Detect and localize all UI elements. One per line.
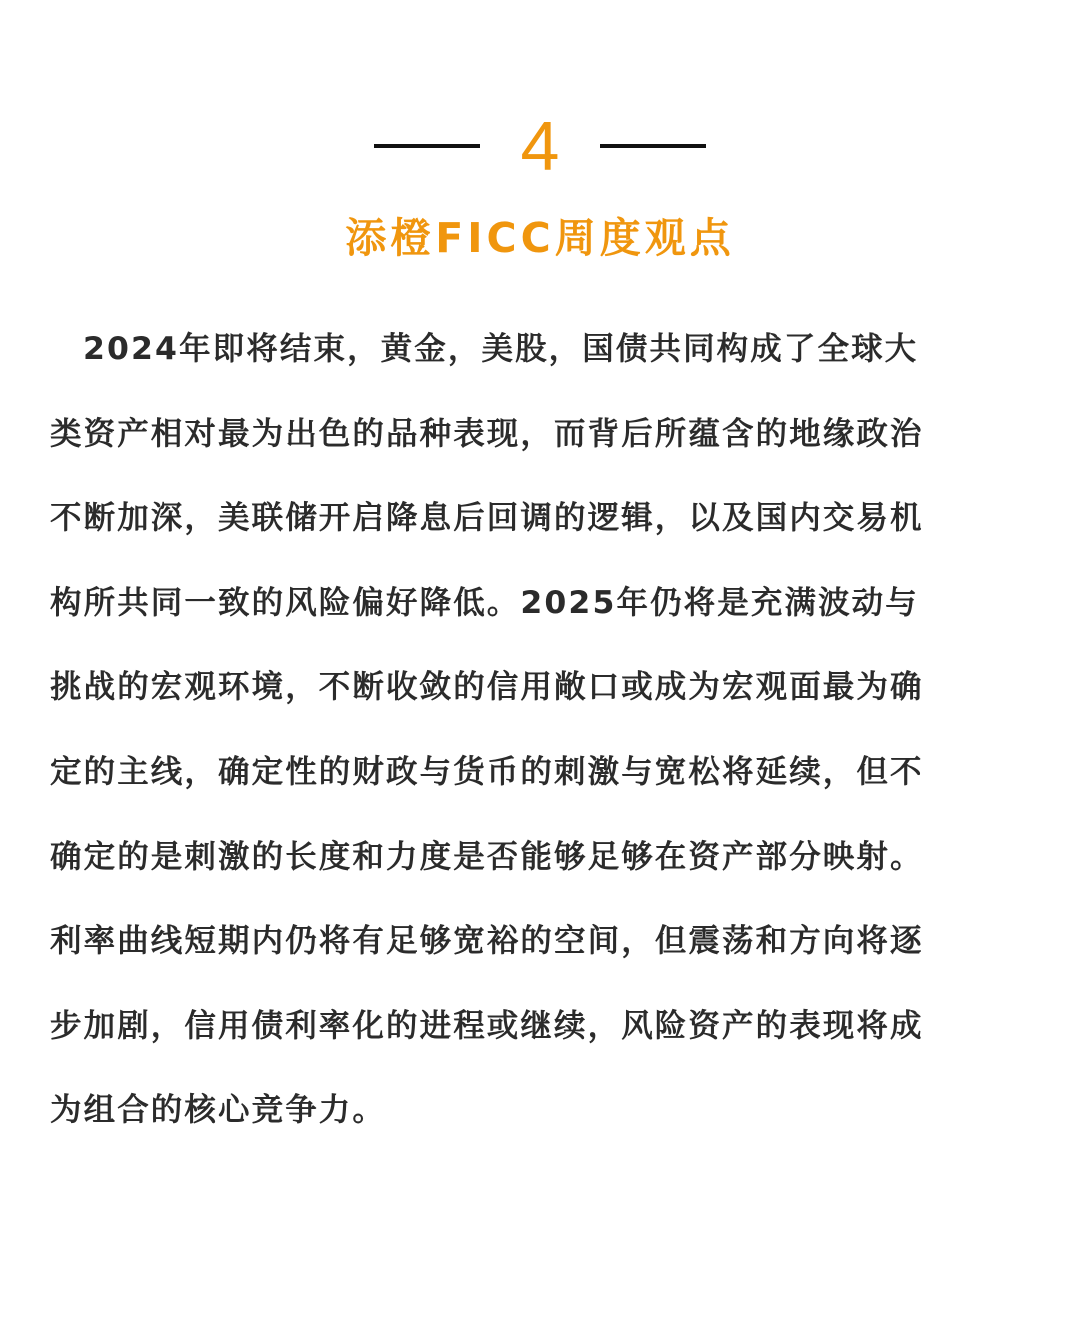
body-line: 2024年即将结束，黄金，美股，国债共同构成了全球大 xyxy=(83,331,919,367)
body-paragraph xyxy=(50,311,1030,1157)
body-line: 构所共同一致的风险偏好降低。2025年仍将是充满波动与 xyxy=(50,584,919,621)
body-line: 类资产相对最为出色的品种表现，而背后所蕴含的地缘政治 xyxy=(50,415,924,452)
right-divider-rule xyxy=(600,144,706,148)
body-line: 为组合的核心竞争力。 xyxy=(50,1092,387,1129)
body-line: 步加剧，信用债利率化的进程或继续，风险资产的表现将成 xyxy=(50,1007,924,1044)
section-header xyxy=(0,108,1080,188)
body-line: 不断加深，美联储开启降息后回调的逻辑，以及国内交易机 xyxy=(50,500,924,537)
body-line: 利率曲线短期内仍将有足够宽裕的空间，但震荡和方向将逐 xyxy=(50,923,924,960)
section-number: 4 xyxy=(520,107,560,185)
body-line: 确定的是刺激的长度和力度是否能够足够在资产部分映射。 xyxy=(50,838,924,875)
left-divider-rule xyxy=(374,144,480,148)
section-title: 添橙FICC周度观点 xyxy=(345,214,735,262)
body-line: 挑战的宏观环境，不断收敛的信用敞口或成为宏观面最为确 xyxy=(50,669,924,706)
body-line: 定的主线，确定性的财政与货币的刺激与宽松将延续，但不 xyxy=(50,753,924,790)
